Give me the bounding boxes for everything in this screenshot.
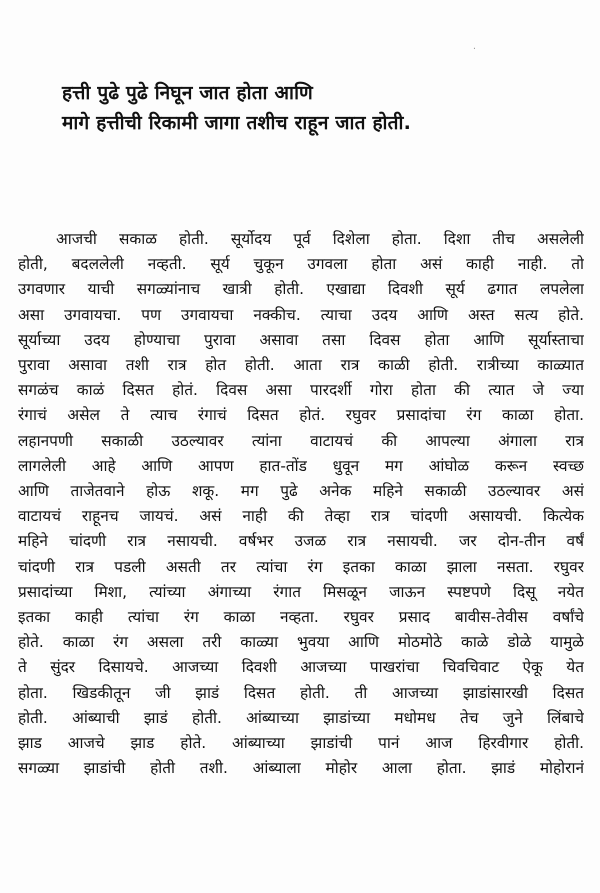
epigraph-line: हत्ती पुढे पुढे निघून जात होता आणि xyxy=(62,82,313,104)
paragraph-line: होते. काळा रंग असला तरी काळ्या भुवया आणि मोठमोठे काळे डोळे यामुळे xyxy=(18,633,584,652)
paragraph-line: पुरावा असावा तशी रात्र होत होती. आता रात्र काळी होती. रात्रीच्या काळ्यात xyxy=(18,356,584,375)
page-speck: · xyxy=(472,44,476,55)
paragraph-line: चांदणी रात्र पडली असती तर त्यांचा रंग इतका काळा झाला नसता. रघुवर xyxy=(18,557,584,576)
paragraph-line: ते सुंदर दिसायचे. आजच्या दिवशी आजच्या पाखरांचा चिवचिवाट ऐकू येत xyxy=(18,658,584,677)
paragraph-line: रंगाचं असेल ते त्याच रंगाचं दिसत होतं. रघुवर प्रसादांचा रंग काळा होता. xyxy=(18,406,584,425)
paragraph-line: लहानपणी सकाळी उठल्यावर त्यांना वाटायचं की आपल्या अंगाला रात्र xyxy=(18,431,584,450)
paragraph-line: प्रसादांच्या मिशा, त्यांच्या अंगाच्या रंगात मिसळून जाऊन स्पष्टपणे दिसू नयेत xyxy=(18,582,584,601)
paragraph-line: झाड आजचे झाड होते. आंब्याच्या झाडांची पानं आज हिरवीगार होती. xyxy=(18,734,584,753)
epigraph-line: मागे हत्तीची रिकामी जागा तशीच राहून जात होती. xyxy=(62,112,412,134)
body-paragraph xyxy=(18,227,584,781)
paragraph-line: सगळंच काळं दिसत होतं. दिवस असा पारदर्शी गोरा होता की त्यात जे ज्या xyxy=(18,381,584,400)
paragraph-line: होती, बदललेली नव्हती. सूर्य चुकून उगवला होता असं काही नाही. तो xyxy=(18,255,584,274)
paragraph-line: आजची सकाळ होती. सूर्योदय पूर्व दिशेला होता. दिशा तीच असलेली xyxy=(56,230,584,248)
paragraph-line: वाटायचं राहूनच जायचं. असं नाही की तेव्हा रात्र चांदणी असायची. कित्येक xyxy=(18,507,584,526)
paragraph-line: लागलेली आहे आणि आपण हात-तोंड धुवून मग आंघोळ करून स्वच्छ xyxy=(18,456,584,475)
paragraph-line: असा उगवायचा. पण उगवायचा नक्कीच. त्याचा उदय आणि अस्त सत्य होते. xyxy=(18,305,584,324)
paragraph-line: सूर्याच्या उदय होण्याचा पुरावा असावा तसा दिवस होता आणि सूर्यास्ताचा xyxy=(18,330,584,349)
paragraph-line: उगवणार याची सगळ्यांनाच खात्री होती. एखाद्या दिवशी सूर्य ढगात लपलेला xyxy=(18,280,584,299)
epigraph xyxy=(62,78,582,138)
paragraph-line: इतका काही त्यांचा रंग काळा नव्हता. रघुवर प्रसाद बावीस-तेवीस वर्षांचे xyxy=(18,608,584,627)
paragraph-line: महिने चांदणी रात्र नसायची. वर्षभर उजळ रात्र नसायची. जर दोन-तीन वर्षं xyxy=(18,532,584,551)
paragraph-line: होती. आंब्याची झाडं होती. आंब्याच्या झाडांच्या मधोमध तेच जुने लिंबाचे xyxy=(18,708,584,727)
paragraph-line: होता. खिडकीतून जी झाडं दिसत होती. ती आजच्या झाडांसारखी दिसत xyxy=(18,683,584,702)
paragraph-line: सगळ्या झाडांची होती तशी. आंब्याला मोहोर आला होता. झाडं मोहोरानं xyxy=(18,759,584,778)
paragraph-line: आणि ताजेतवाने होऊ शकू. मग पुढे अनेक महिने सकाळी उठल्यावर असं xyxy=(18,482,584,501)
